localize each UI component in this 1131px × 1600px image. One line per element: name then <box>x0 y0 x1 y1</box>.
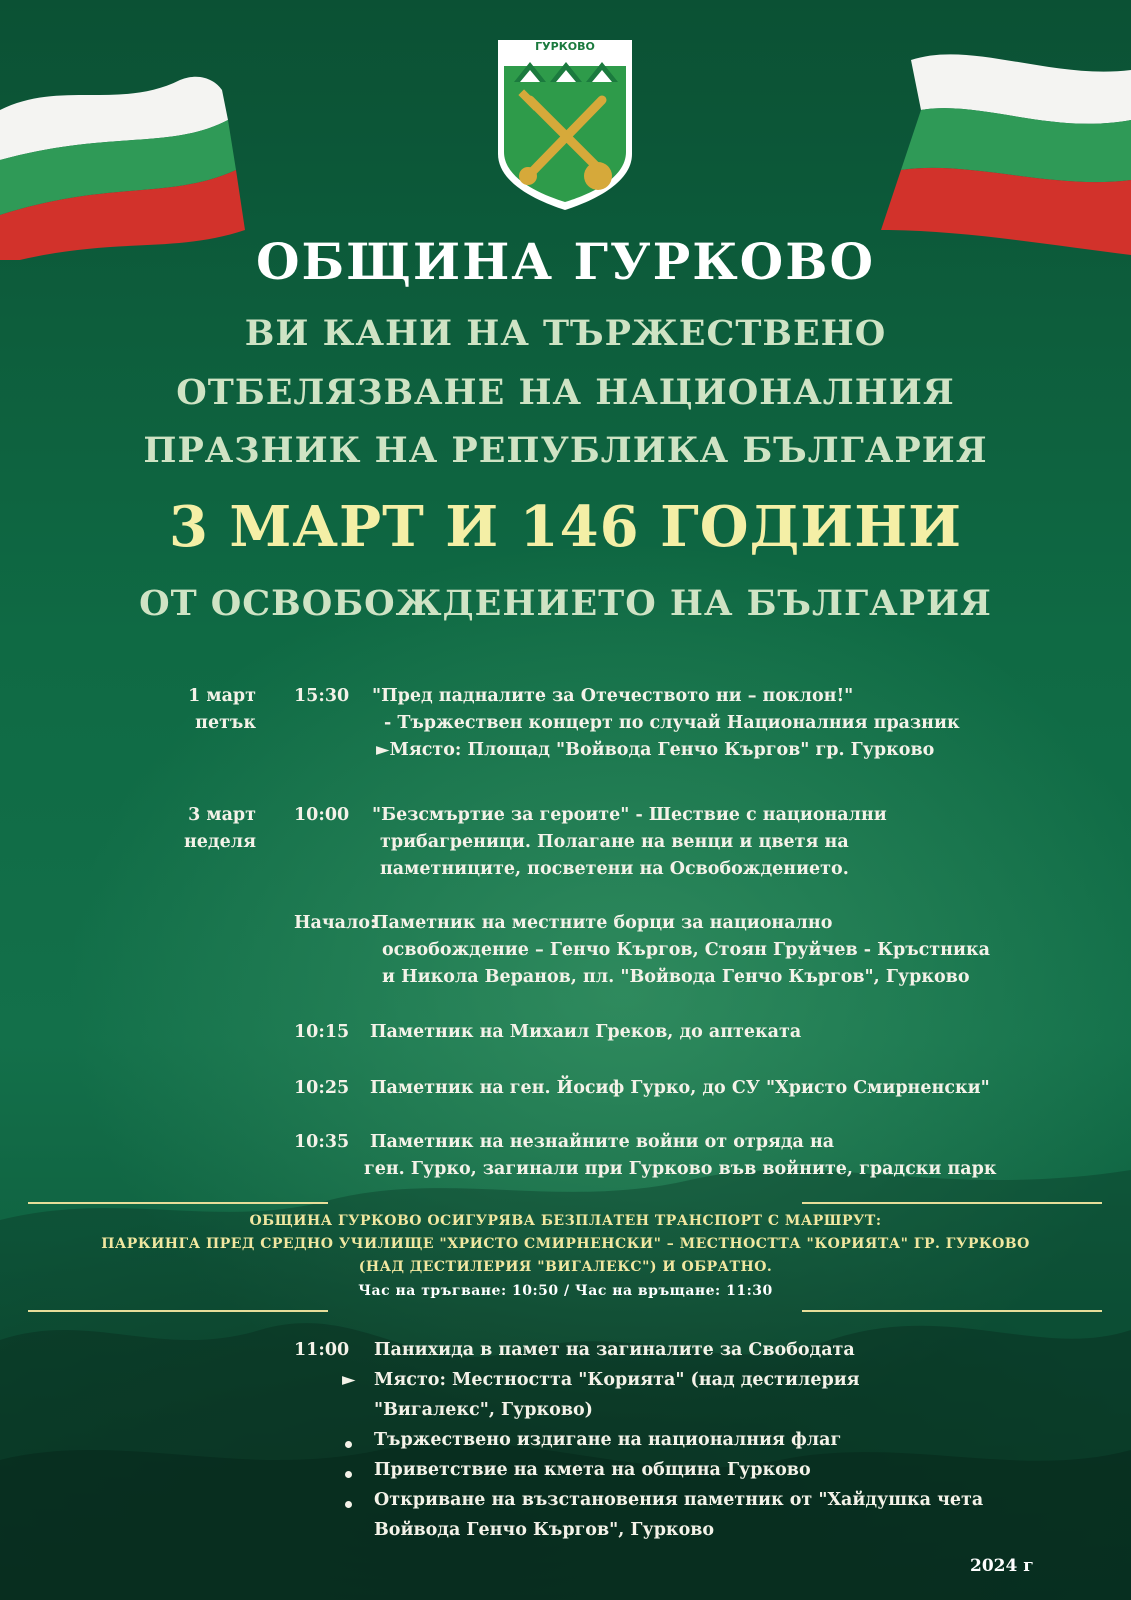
stop-description: Паметник на Михаил Греков, до аптеката <box>370 1022 802 1042</box>
bulgarian-flag-left <box>0 40 250 260</box>
start-label: Начало: <box>294 913 377 933</box>
invite-line-3: ПРАЗНИК НА РЕПУБЛИКА БЪЛГАРИЯ <box>143 430 988 471</box>
divider-line <box>28 1310 328 1312</box>
gurkovo-crest-icon <box>490 34 640 214</box>
bullet-icon <box>345 1471 352 1478</box>
start-line: и Никола Веранов, пл. "Войвода Генчо Къргов", Гурково <box>382 967 970 987</box>
liberation-headline: ОТ ОСВОБОЖДЕНИЕТО НА БЪЛГАРИЯ <box>139 583 992 624</box>
transport-line: ОБЩИНА ГУРКОВО ОСИГУРЯВА БЕЗПЛАТЕН ТРАНСПОРТ С МАРШРУТ: <box>249 1213 882 1229</box>
memorial-item: Откриване на възстановения паметник от "Хайдушка чета <box>374 1490 984 1510</box>
stop-time: 10:15 <box>294 1022 350 1042</box>
day1-title: "Пред падналите за Отечеството ни – поклон!" <box>372 686 854 706</box>
day1-date: 1 март <box>188 686 256 706</box>
memorial-item: Приветствие на кмета на община Гурково <box>374 1460 811 1480</box>
stop-description: Паметник на ген. Йосиф Гурко, до СУ "Христо Смирненски" <box>370 1078 990 1098</box>
transport-line: ПАРКИНГА ПРЕД СРЕДНО УЧИЛИЩЕ "ХРИСТО СМИРНЕНСКИ" – МЕСТНОСТТА "КОРИЯТА" ГР. ГУРКОВО <box>101 1236 1030 1252</box>
bullet-icon <box>345 1501 352 1508</box>
memorial-place: Място: Местността "Корията" (над дестилерия <box>374 1370 860 1390</box>
memorial-time: 11:00 <box>294 1340 350 1360</box>
divider-line <box>802 1310 1102 1312</box>
invite-line-2: ОТБЕЛЯЗВАНЕ НА НАЦИОНАЛНИЯ <box>176 372 955 413</box>
start-line: Паметник на местните борци за национално <box>372 913 833 933</box>
transport-times: Час на тръгване: 10:50 / Час на връщане: 11:30 <box>358 1283 773 1299</box>
transport-line: (НАД ДЕСТИЛЕРИЯ "ВИГАЛЕКС") И ОБРАТНО. <box>358 1259 773 1275</box>
memorial-item: Войвода Генчо Къргов", Гурково <box>374 1520 715 1540</box>
day3-time: 10:00 <box>294 805 350 825</box>
divider-line <box>28 1202 328 1204</box>
invite-line-1: ВИ КАНИ НА ТЪРЖЕСТВЕНО <box>244 313 887 354</box>
year-label: 2024 г <box>970 1556 1034 1576</box>
day3-title-line: "Безсмъртие за героите" - Шествие с национални <box>372 805 887 825</box>
bullet-icon <box>345 1441 352 1448</box>
memorial-title: Панихида в памет на загиналите за Свободата <box>374 1340 855 1360</box>
day3-title-line: паметниците, посветени на Освобождението. <box>380 859 849 879</box>
crest-label: ГУРКОВО <box>535 40 595 53</box>
day3-title-line: трибагреници. Полагане на венци и цветя на <box>380 832 849 852</box>
stop-time: 10:25 <box>294 1078 350 1098</box>
memorial-place: "Вигалекс", Гурково) <box>374 1400 593 1420</box>
day1-weekday: петък <box>195 713 256 733</box>
memorial-item: Тържествено издигане на националния флаг <box>374 1430 842 1450</box>
place-marker-icon: ► <box>342 1370 356 1390</box>
stop-description: Паметник на незнайните войни от отряда на <box>370 1132 835 1152</box>
day3-weekday: неделя <box>183 832 256 852</box>
day1-subtitle: - Тържествен концерт по случай Националния празник <box>384 713 960 733</box>
divider-line <box>802 1202 1102 1204</box>
day3-date: 3 март <box>188 805 256 825</box>
bulgarian-flag-right <box>881 40 1131 260</box>
start-line: освобождение – Генчо Къргов, Стоян Груйчев - Кръстника <box>382 940 990 960</box>
stop-time: 10:35 <box>294 1132 350 1152</box>
stop-description: ген. Гурко, загинали при Гурково във войните, градски парк <box>364 1159 997 1179</box>
date-headline: 3 МАРТ И 146 ГОДИНИ <box>168 494 963 560</box>
municipality-title: ОБЩИНА ГУРКОВО <box>255 232 876 291</box>
day1-time: 15:30 <box>294 686 350 706</box>
day1-place: ►Място: Площад "Войвода Генчо Къргов" гр. Гурково <box>376 740 935 760</box>
